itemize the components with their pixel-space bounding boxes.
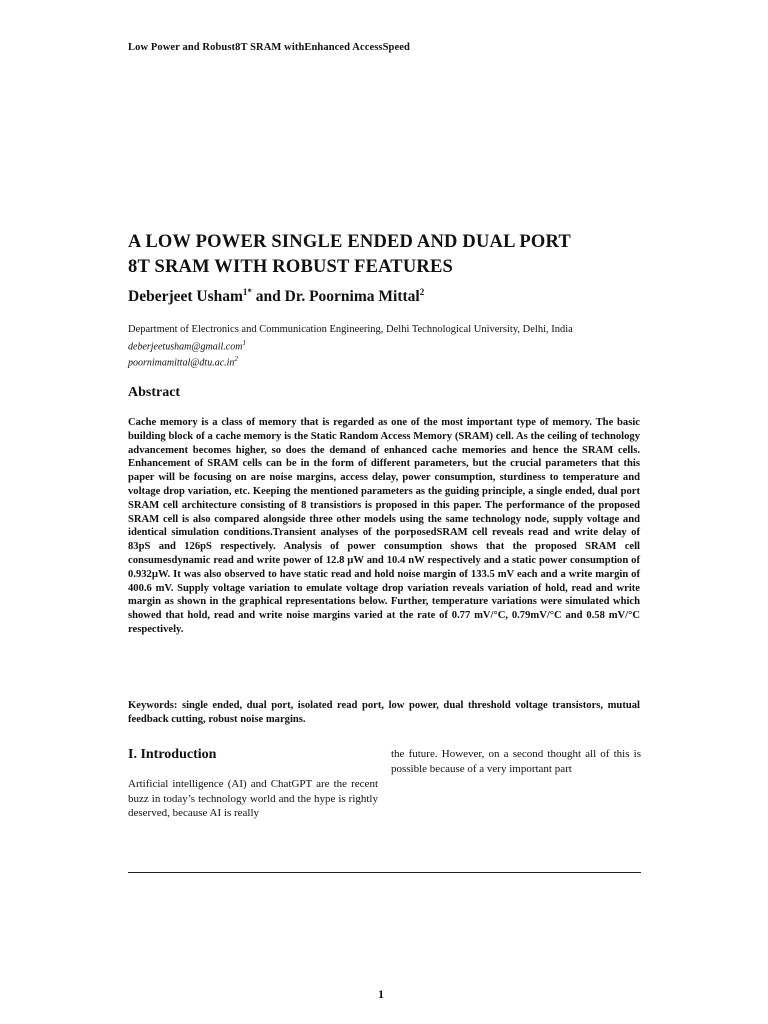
section-heading: I. Introduction bbox=[128, 747, 217, 762]
title-line-1: A LOW POWER SINGLE ENDED AND DUAL PORT bbox=[128, 232, 571, 252]
paper-title bbox=[128, 230, 648, 280]
author-name: Deberjeet Usham bbox=[128, 288, 243, 305]
email-address: poornimamittal@dtu.ac.in bbox=[128, 357, 235, 369]
email-address: deberjeetusham@gmail.com bbox=[128, 340, 243, 352]
body-text-right-column: the future. However, on a second thought all of this is possible because of a very important part bbox=[391, 748, 641, 775]
author-connector: and bbox=[251, 288, 285, 305]
email-superscript: 1 bbox=[242, 338, 246, 347]
abstract-text: Cache memory is a class of memory that is regarded as one of the most important type of memory. The basic building block of a cache memory is the Static Random Access Memory (SRAM) cell. As the ceiling of technology advancement becomes higher, so does the demand of enhanced cache memories and hence the SRAM cells. Enhancement of SRAM cells can be in the form of different parameters, but the crucial parameters that this paper will be focusing on are noise margins, access delay, power consumption, sturdiness to temperature and voltage drop variation, etc. Keeping the mentioned parameters as the guiding principle, a single ended, dual port SRAM cell architecture consisting of 8 transistiors is proposed in this paper. The performance of the proposed SRAM cell is also compared alongside three other models using the same technology node, supply voltage and identical simulation conditions.Transient analyses of the porposedSRAM cell reveals read and write delay of 83pS and 126pS respectively. Analysis of power consumption shows that the proposed SRAM cell consumesdynamic read and write power of 12.8 µW and 10.4 nW respectively and a static power consumption of 0.932µW. It was also observed to have static read and hold noise margin of 133.5 mV each and a write margin of 400.6 mV. Supply voltage variation to emulate voltage drop variation reveals variation of hold, read and write margin as shown in the graphical representations below. Further, temperature variations were simulated which showed that hold, read and write noise margins varied at the rate of 0.77 mV/°C, 0.79mV/°C and 0.58 mV/°C respectively. bbox=[128, 417, 640, 635]
body-text-left-column: Artificial intelligence (AI) and ChatGPT are the recent buzz in today’s technology world and the hype is rightly deserved, because AI is really bbox=[128, 778, 378, 819]
author-name: Dr. Poornima Mittal bbox=[284, 288, 420, 305]
affiliation-block bbox=[128, 323, 648, 370]
title-line-2: 8T SRAM WITH ROBUST FEATURES bbox=[128, 257, 453, 277]
keywords: Keywords: single ended, dual port, isolated read port, low power, dual threshold voltage transistors, mutual feedback cutting, robust noise margins. bbox=[128, 700, 640, 725]
email-superscript: 2 bbox=[234, 355, 238, 364]
abstract-heading: Abstract bbox=[128, 385, 181, 400]
email-line bbox=[128, 337, 648, 354]
department: Department of Electronics and Communication Engineering, Delhi Technological University, Delhi, India bbox=[128, 324, 573, 335]
horizontal-rule bbox=[128, 872, 641, 873]
author-list bbox=[128, 287, 424, 306]
author-superscript: 1* bbox=[242, 287, 252, 297]
email-line bbox=[128, 353, 648, 370]
page-number: 1 bbox=[378, 987, 384, 1001]
author-superscript: 2 bbox=[419, 287, 425, 297]
running-head: Low Power and Robust8T SRAM withEnhanced AccessSpeed bbox=[128, 42, 410, 53]
